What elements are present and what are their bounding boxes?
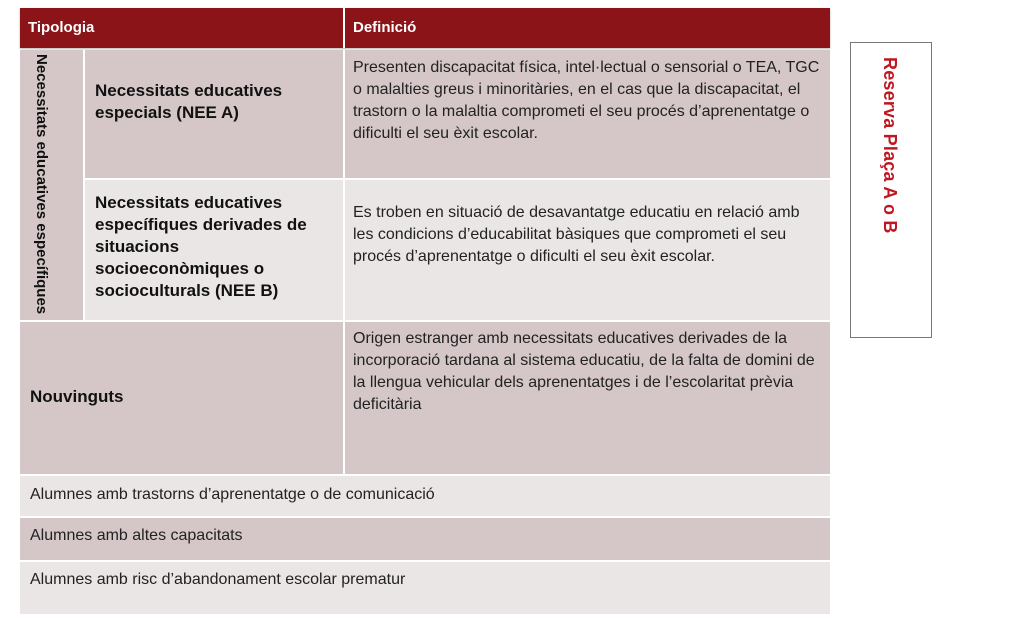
side-group-label: Necessitats educatives específiques xyxy=(33,54,50,315)
altes-capacitats-row xyxy=(20,518,830,560)
reserve-label: Reserva Plaça A o B xyxy=(880,57,900,234)
nee-a-label-cell xyxy=(85,50,343,178)
header-tipologia: Tipologia xyxy=(28,19,95,36)
risc-abandonament-row xyxy=(20,562,830,614)
trastorns-row xyxy=(20,476,830,516)
side-group-cell xyxy=(20,50,83,320)
trastorns-label: Alumnes amb trastorns d’aprenentatge o de comunicació xyxy=(30,486,435,503)
header-divider xyxy=(343,8,345,48)
nee-b-label-cell xyxy=(85,180,343,320)
nouvinguts-definition-cell xyxy=(345,322,830,474)
nee-b-definition: Es troben en situació de desavantatge educatiu en relació amb les condicions d’educabilitat bàsiques que comprometi el seu procés d’aprenentatge o dificulti el seu èxit escolar. xyxy=(353,204,800,265)
nee-a-definition-cell xyxy=(345,50,830,178)
header-definicio: Definició xyxy=(353,19,417,36)
table-header xyxy=(20,8,830,48)
nee-b-definition-cell xyxy=(345,180,830,320)
nee-a-definition: Presenten discapacitat física, intel·lectual o sensorial o TEA, TGC o malalties greus i minoritàries, en el cas que la discapacitat, el trastorn o la malaltia comprometi el seu procés d’aprenentatge o dificulti el seu èxit escolar. xyxy=(353,59,820,142)
nouvinguts-definition: Origen estranger amb necessitats educatives derivades de la incorporació tardana al sistema educatiu, de la falta de domini de la llengua vehicular dels aprenentatges i de l’escolaritat prèvia deficitària xyxy=(353,330,815,413)
nouvinguts-label: Nouvinguts xyxy=(30,387,124,406)
nee-a-label: Necessitats educatives especials (NEE A) xyxy=(95,81,283,122)
altes-capacitats-label: Alumnes amb altes capacitats xyxy=(30,527,243,544)
risc-abandonament-label: Alumnes amb risc d’abandonament escolar prematur xyxy=(30,571,406,588)
nee-b-label: Necessitats educatives específiques derivades de situacions socioeconòmiques o socioculturals (NEE B) xyxy=(95,193,307,300)
nouvinguts-label-cell xyxy=(20,322,343,474)
reserve-box xyxy=(850,42,932,338)
